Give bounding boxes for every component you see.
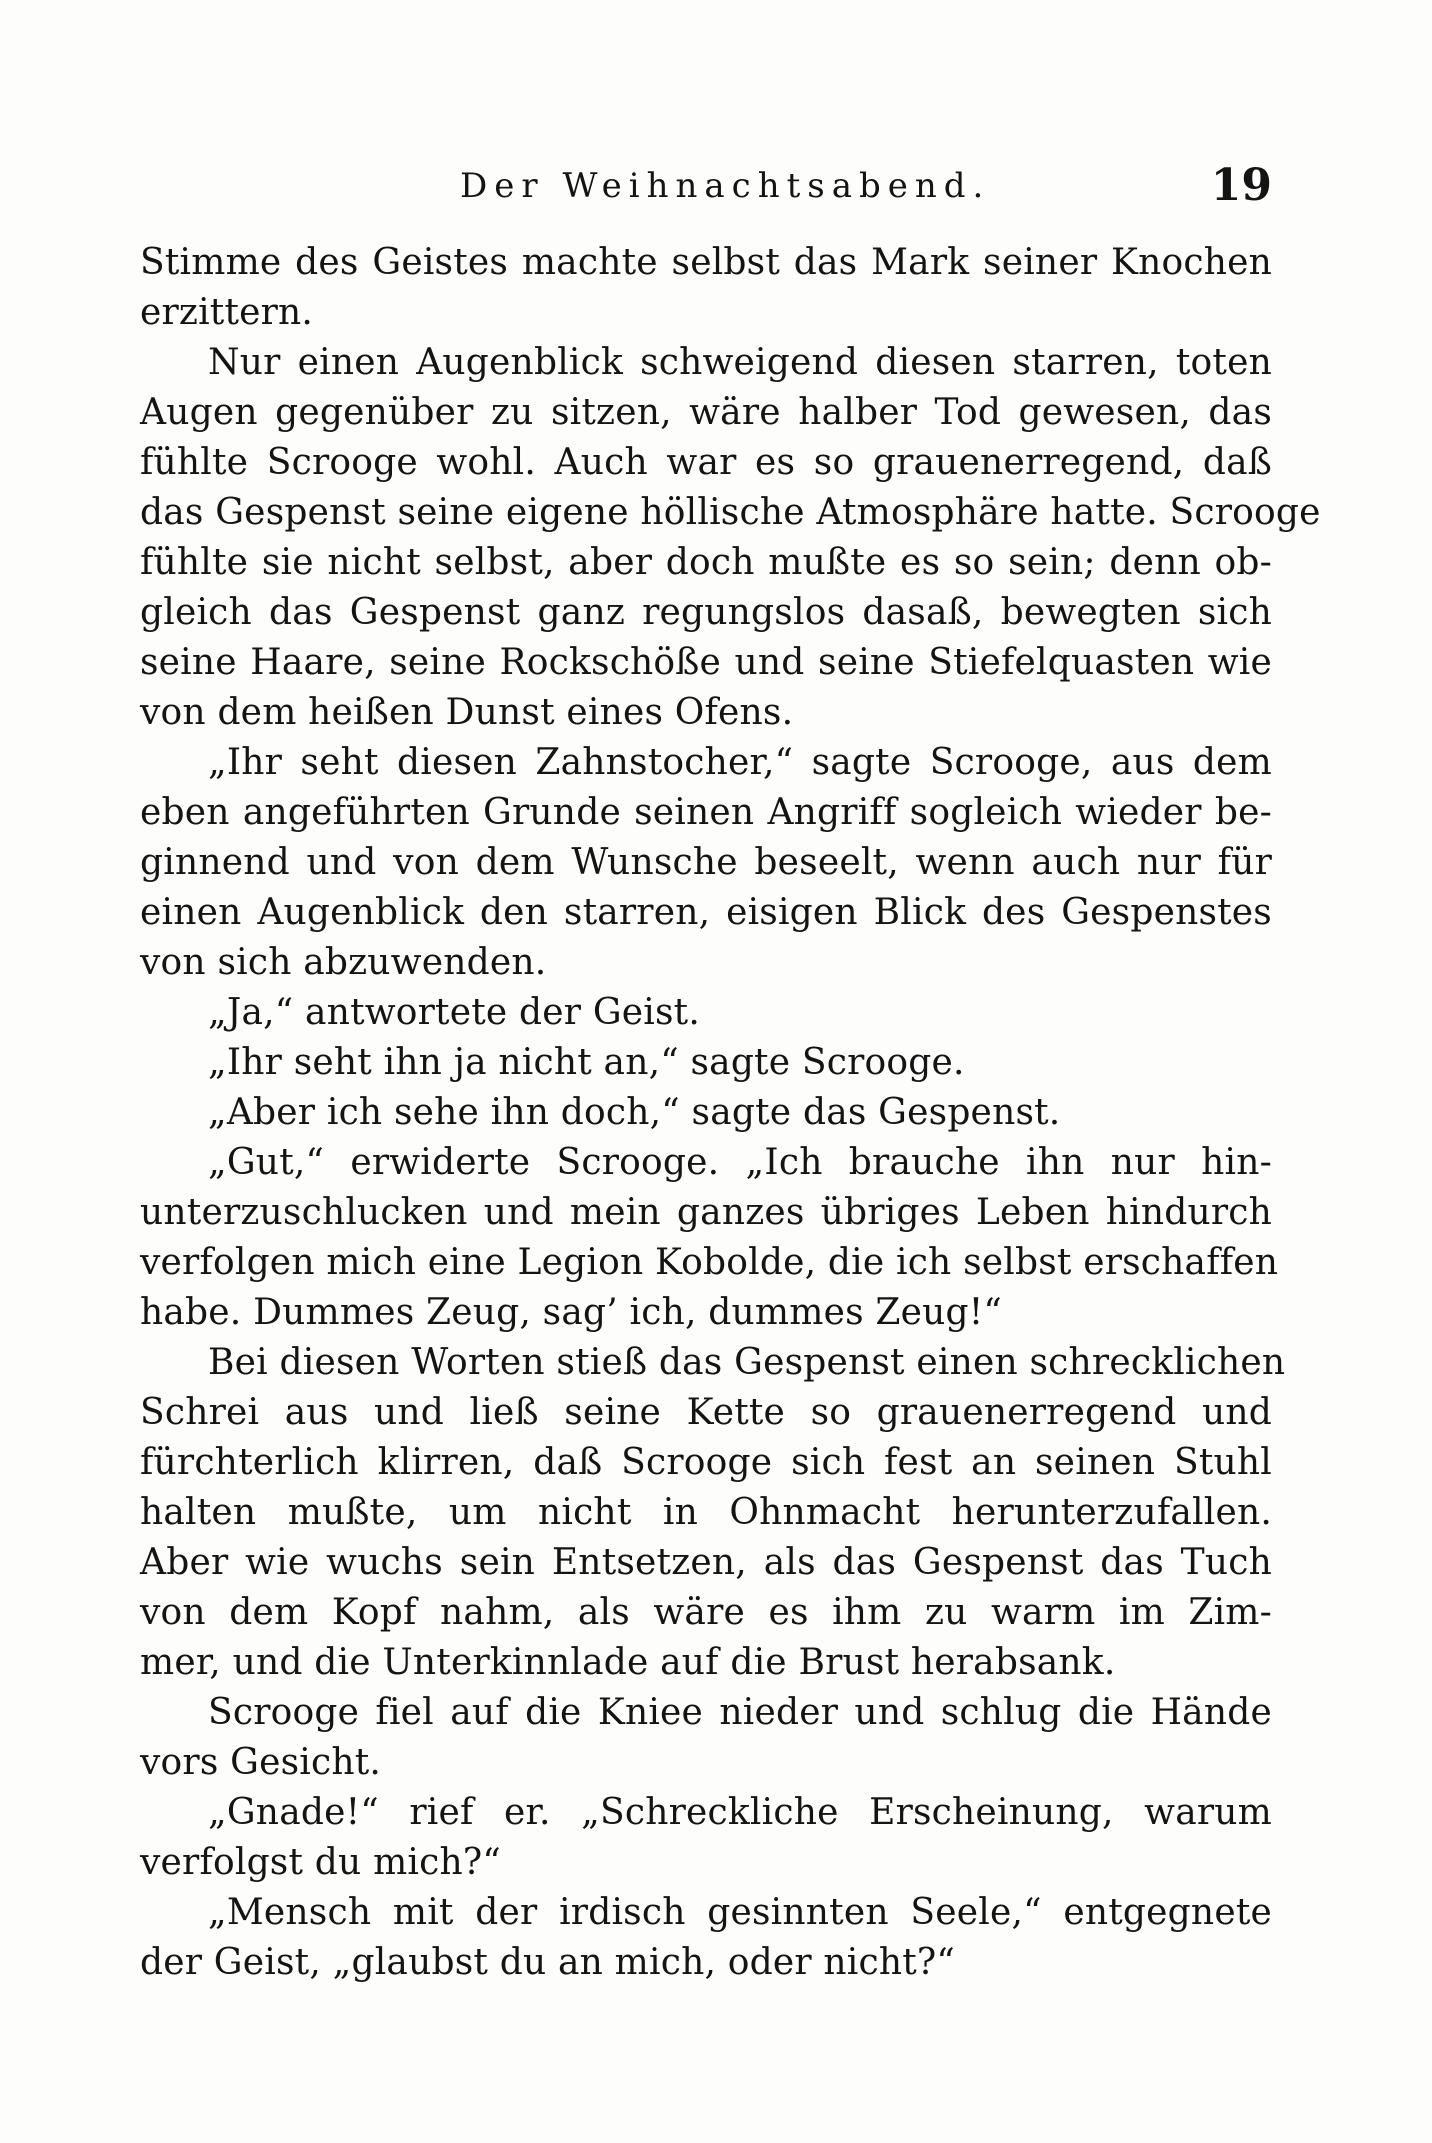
text-line: mer, und die Unterkinnlade auf die Brust herabsank. [140,1642,1116,1683]
text-line: „Ihr seht diesen Zahnstocher,“ sagte Scrooge, aus dem [208,742,1272,783]
text-line: eben angeführten Grunde seinen Angriff sogleich wieder be- [140,792,1272,833]
text-line: fühlte Scrooge wohl. Auch war es so grauenerregend, daß [140,442,1272,483]
text-line: „Gut,“ erwiderte Scrooge. „Ich brauche ihn nur hin- [208,1142,1272,1183]
text-line: „Ja,“ antwortete der Geist. [208,992,700,1033]
text-line: einen Augenblick den starren, eisigen Blick des Gespenstes [140,892,1272,933]
text-line: von sich abzuwenden. [140,942,547,983]
text-line: der Geist, „glaubst du an mich, oder nicht?“ [140,1942,956,1983]
running-title: Der Weihnachtsabend. [460,166,991,206]
running-header [140,160,1272,220]
text-line: halten mußte, um nicht in Ohnmacht herunterzufallen. [140,1492,1272,1533]
text-line: „Gnade!“ rief er. „Schreckliche Erscheinung, warum [208,1792,1272,1833]
text-line: unterzuschlucken und mein ganzes übriges Leben hindurch [140,1192,1272,1233]
text-line: Schrei aus und ließ seine Kette so grauenerregend und [140,1392,1272,1433]
text-line: ginnend und von dem Wunsche beseelt, wenn auch nur für [140,842,1272,883]
text-line: Aber wie wuchs sein Entsetzen, als das Gespenst das Tuch [140,1542,1272,1583]
text-line: das Gespenst seine eigene höllische Atmosphäre hatte. Scrooge [140,492,1321,533]
text-line: gleich das Gespenst ganz regungslos dasaß, bewegten sich [140,592,1272,633]
text-line: erzittern. [140,292,314,333]
text-line: verfolgst du mich?“ [140,1842,501,1883]
text-line: verfolgen mich eine Legion Kobolde, die ich selbst erschaffen [140,1242,1279,1283]
text-line: fürchterlich klirren, daß Scrooge sich fest an seinen Stuhl [140,1442,1272,1483]
text-line: von dem Kopf nahm, als wäre es ihm zu warm im Zim- [140,1592,1272,1633]
text-line: „Mensch mit der irdisch gesinnten Seele,“ entgegnete [208,1892,1272,1933]
text-line: Augen gegenüber zu sitzen, wäre halber Tod gewesen, das [140,392,1272,433]
text-line: „Aber ich sehe ihn doch,“ sagte das Gespenst. [208,1092,1061,1133]
text-line: vors Gesicht. [140,1742,382,1783]
text-line: Stimme des Geistes machte selbst das Mark seiner Knochen [140,242,1272,283]
text-line: habe. Dummes Zeug, sag’ ich, dummes Zeug!“ [140,1292,1003,1333]
text-line: seine Haare, seine Rockschöße und seine Stiefelquasten wie [140,642,1272,683]
text-line: Bei diesen Worten stieß das Gespenst einen schrecklichen [208,1342,1286,1383]
page-number: 19 [1210,160,1272,211]
text-line: fühlte sie nicht selbst, aber doch mußte es so sein; denn ob- [140,542,1272,583]
text-line: Nur einen Augenblick schweigend diesen starren, toten [208,342,1272,383]
text-line: von dem heißen Dunst eines Ofens. [140,692,794,733]
body-text [140,238,1321,1988]
text-line: „Ihr seht ihn ja nicht an,“ sagte Scrooge. [208,1042,965,1083]
text-line: Scrooge fiel auf die Kniee nieder und schlug die Hände [208,1692,1272,1733]
